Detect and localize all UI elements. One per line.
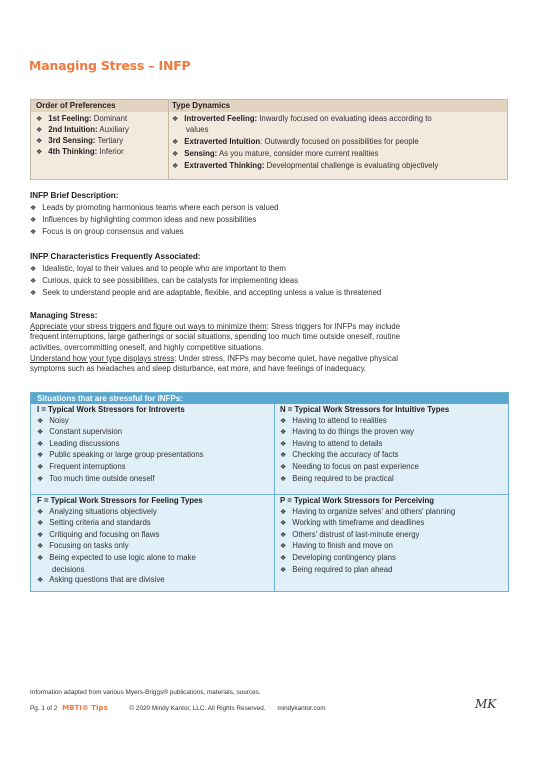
diamond-bullet-icon: ❖ (30, 290, 37, 298)
diamond-bullet-icon: ❖ (280, 554, 287, 562)
list-item: ❖ Having to finish and move on (280, 541, 393, 551)
list-item: ❖ Too much time outside oneself (37, 473, 155, 483)
list-item: ❖ Having to attend to details (280, 438, 383, 448)
diamond-bullet-icon: ❖ (280, 520, 287, 528)
diamond-bullet-icon: ❖ (30, 217, 37, 225)
list-item: ❖ Others' distrust of last-minute energy (280, 529, 420, 539)
website-link[interactable]: mindykantor.com (277, 705, 326, 712)
diamond-bullet-icon: ❖ (37, 508, 44, 516)
dynamics-item: ❖ Sensing: As you mature, consider more current realities (172, 149, 379, 158)
brief-heading: INFP Brief Description: (30, 191, 119, 200)
list-item: ❖ Leading discussions (37, 438, 120, 448)
order-item: ❖ 2nd Intuition: Auxiliary (36, 125, 129, 134)
diamond-bullet-icon: ❖ (36, 116, 43, 123)
displays-stress-link-text: Understand how your type displays stress (30, 354, 175, 363)
diamond-bullet-icon: ❖ (280, 531, 287, 539)
diamond-bullet-icon: ❖ (30, 205, 37, 212)
list-item: ❖ Leads by promoting harmonious teams where each person is valued (30, 203, 279, 212)
page-number: Pg. 1 of 2 (30, 705, 58, 712)
diamond-bullet-icon: ❖ (280, 475, 287, 483)
list-item: ❖ Frequent interruptions (37, 461, 126, 471)
diamond-bullet-icon: ❖ (172, 139, 179, 146)
order-item: ❖ 4th Thinking: Inferior (36, 147, 124, 156)
signature-logo: MK (475, 697, 497, 711)
list-item: ❖ Influences by highlighting common ideas and new possibilities (30, 215, 257, 225)
preferences-table (30, 99, 508, 180)
diamond-bullet-icon: ❖ (37, 463, 44, 471)
diamond-bullet-icon: ❖ (37, 554, 44, 562)
characteristics-list (30, 263, 381, 300)
triggers-link-text: Appreciate your stress triggers and figure out ways to minimize them (30, 322, 267, 331)
managing-paragraph-2: Understand how your type displays stress: Under stress, INFPs may become quiet, have negative physical symptoms such as headaches and sleep disturbance, eat more, and have feelings of inadequacy. (30, 354, 398, 374)
feeling-stressors-cell: F = Typical Work Stressors for Feeling Types ❖ Analyzing situations objectively ❖ Setting criteria and standards ❖ Critiquing and focusing on flaws ❖ Focusing on tasks only ❖ Being expected to use logic alone to make decisions ❖ Asking questions that are divisive (37, 496, 203, 587)
footer-line (30, 704, 326, 712)
diamond-bullet-icon: ❖ (37, 417, 44, 425)
diamond-bullet-icon: ❖ (172, 151, 179, 158)
list-item: ❖ Working with timeframe and deadlines (280, 518, 425, 528)
diamond-bullet-icon: ❖ (280, 440, 287, 448)
list-item: ❖ Critiquing and focusing on flaws (37, 529, 160, 539)
diamond-bullet-icon: ❖ (280, 566, 287, 574)
characteristics-heading: INFP Characteristics Frequently Associated: (30, 252, 201, 261)
dynamics-item-cont: values (186, 125, 209, 134)
list-item: ❖ Constant supervision (37, 427, 123, 437)
list-item: ❖ Developing contingency plans (280, 552, 396, 562)
diamond-bullet-icon: ❖ (280, 543, 287, 551)
list-item: ❖ Idealistic, loyal to their values and to people who are important to them (30, 264, 286, 273)
stressors-table (30, 392, 509, 592)
diamond-bullet-icon: ❖ (280, 508, 287, 516)
diamond-bullet-icon: ❖ (37, 520, 44, 528)
diamond-bullet-icon: ❖ (37, 543, 44, 551)
introvert-stressors-cell: I = Typical Work Stressors for Introverts ❖ Noisy ❖ Constant supervision ❖ Leading discussions ❖ Public speaking or large group presentations ❖ Frequent interruptions ❖ Too much time outside oneself (37, 405, 204, 485)
diamond-bullet-icon: ❖ (280, 429, 287, 437)
diamond-bullet-icon: ❖ (36, 138, 43, 145)
brief-list (30, 202, 279, 239)
list-item: ❖ Being required to be practical (280, 473, 394, 483)
diamond-bullet-icon: ❖ (37, 452, 44, 460)
list-item: ❖ Having to attend to realities (280, 415, 387, 425)
stressors-header: Situations that are stressful for INFPs: (37, 394, 183, 403)
order-header: Order of Preferences (36, 101, 116, 110)
list-item: ❖ Public speaking or large group presentations (37, 450, 204, 460)
list-item: ❖ Needing to focus on past experience (280, 461, 419, 471)
brand-logo: MBTI® Tips (62, 704, 108, 712)
diamond-bullet-icon: ❖ (36, 149, 43, 156)
type-dynamics-header: Type Dynamics (172, 101, 231, 110)
list-item: ❖ Checking the accuracy of facts (280, 450, 399, 460)
diamond-bullet-icon: ❖ (280, 452, 287, 460)
dynamics-item: ❖ Introverted Feeling: Inwardly focused on evaluating ideas according to (172, 114, 432, 123)
managing-paragraph-1: Appreciate your stress triggers and figure out ways to minimize them: Stress triggers for INFPs may include frequent interruptions, large gatherings or social situations, spending too much time outside oneself, routine activities, overcommitting oneself, and highly competitive situations. (30, 322, 401, 352)
list-item: ❖ Being required to plan ahead (280, 564, 393, 574)
intuitive-stressors-cell: N = Typical Work Stressors for Intuitive Types ❖ Having to attend to realities ❖ Having to do things the proven way ❖ Having to attend to details ❖ Checking the accuracy of facts ❖ Needing to focus on past experience ❖ Being required to be practical (280, 405, 449, 485)
diamond-bullet-icon: ❖ (30, 229, 37, 237)
diamond-bullet-icon: ❖ (37, 531, 44, 539)
list-item: ❖ Noisy (37, 415, 69, 425)
list-item: ❖ Seek to understand people and are adaptable, flexible, and accepting unless a value is threatened (30, 288, 382, 298)
page-title: Managing Stress – INFP (29, 58, 191, 73)
diamond-bullet-icon: ❖ (37, 429, 44, 437)
list-item: ❖ Focus is on group consensus and values (30, 227, 184, 237)
perceiving-stressors-cell: P = Typical Work Stressors for Perceiving ❖ Having to organize selves' and others' planning ❖ Working with timeframe and deadlines ❖ Others' distrust of last-minute energy ❖ Having to finish and move on ❖ Developing contingency plans ❖ Being required to plan ahead (280, 496, 455, 576)
diamond-bullet-icon: ❖ (280, 417, 287, 425)
dynamics-item: ❖ Extraverted Thinking: Developmental challenge is evaluating objectively (172, 161, 439, 170)
diamond-bullet-icon: ❖ (37, 440, 44, 448)
diamond-bullet-icon: ❖ (172, 163, 179, 170)
order-item: ❖ 1st Feeling: Dominant (36, 114, 128, 123)
copyright: © 2020 Mindy Kantor, LLC. All Rights Reserved. (129, 705, 266, 712)
managing-heading: Managing Stress: (30, 311, 98, 320)
diamond-bullet-icon: ❖ (37, 475, 44, 483)
diamond-bullet-icon: ❖ (37, 577, 44, 585)
list-item-cont: decisions (52, 564, 85, 574)
order-item: ❖ 3rd Sensing: Tertiary (36, 136, 124, 145)
diamond-bullet-icon: ❖ (30, 266, 37, 273)
diamond-bullet-icon: ❖ (172, 116, 179, 123)
list-item: ❖ Being expected to use logic alone to make (37, 552, 196, 562)
list-item: ❖ Focusing on tasks only (37, 541, 129, 551)
list-item: ❖ Asking questions that are divisive (37, 575, 165, 585)
source-note: Information adapted from various Myers-Briggs® publications, materials, sources. (30, 689, 261, 696)
diamond-bullet-icon: ❖ (30, 278, 37, 286)
list-item: ❖ Having to do things the proven way (280, 427, 415, 437)
list-item: ❖ Curious, quick to see possibilities, can be catalysts for implementing ideas (30, 276, 298, 286)
list-item: ❖ Setting criteria and standards (37, 518, 151, 528)
dynamics-item: ❖ Extraverted Intuition: Outwardly focused on possibilities for people (172, 137, 419, 146)
diamond-bullet-icon: ❖ (280, 463, 287, 471)
diamond-bullet-icon: ❖ (36, 127, 43, 134)
list-item: ❖ Analyzing situations objectively (37, 506, 157, 516)
list-item: ❖ Having to organize selves' and others' planning (280, 506, 456, 516)
